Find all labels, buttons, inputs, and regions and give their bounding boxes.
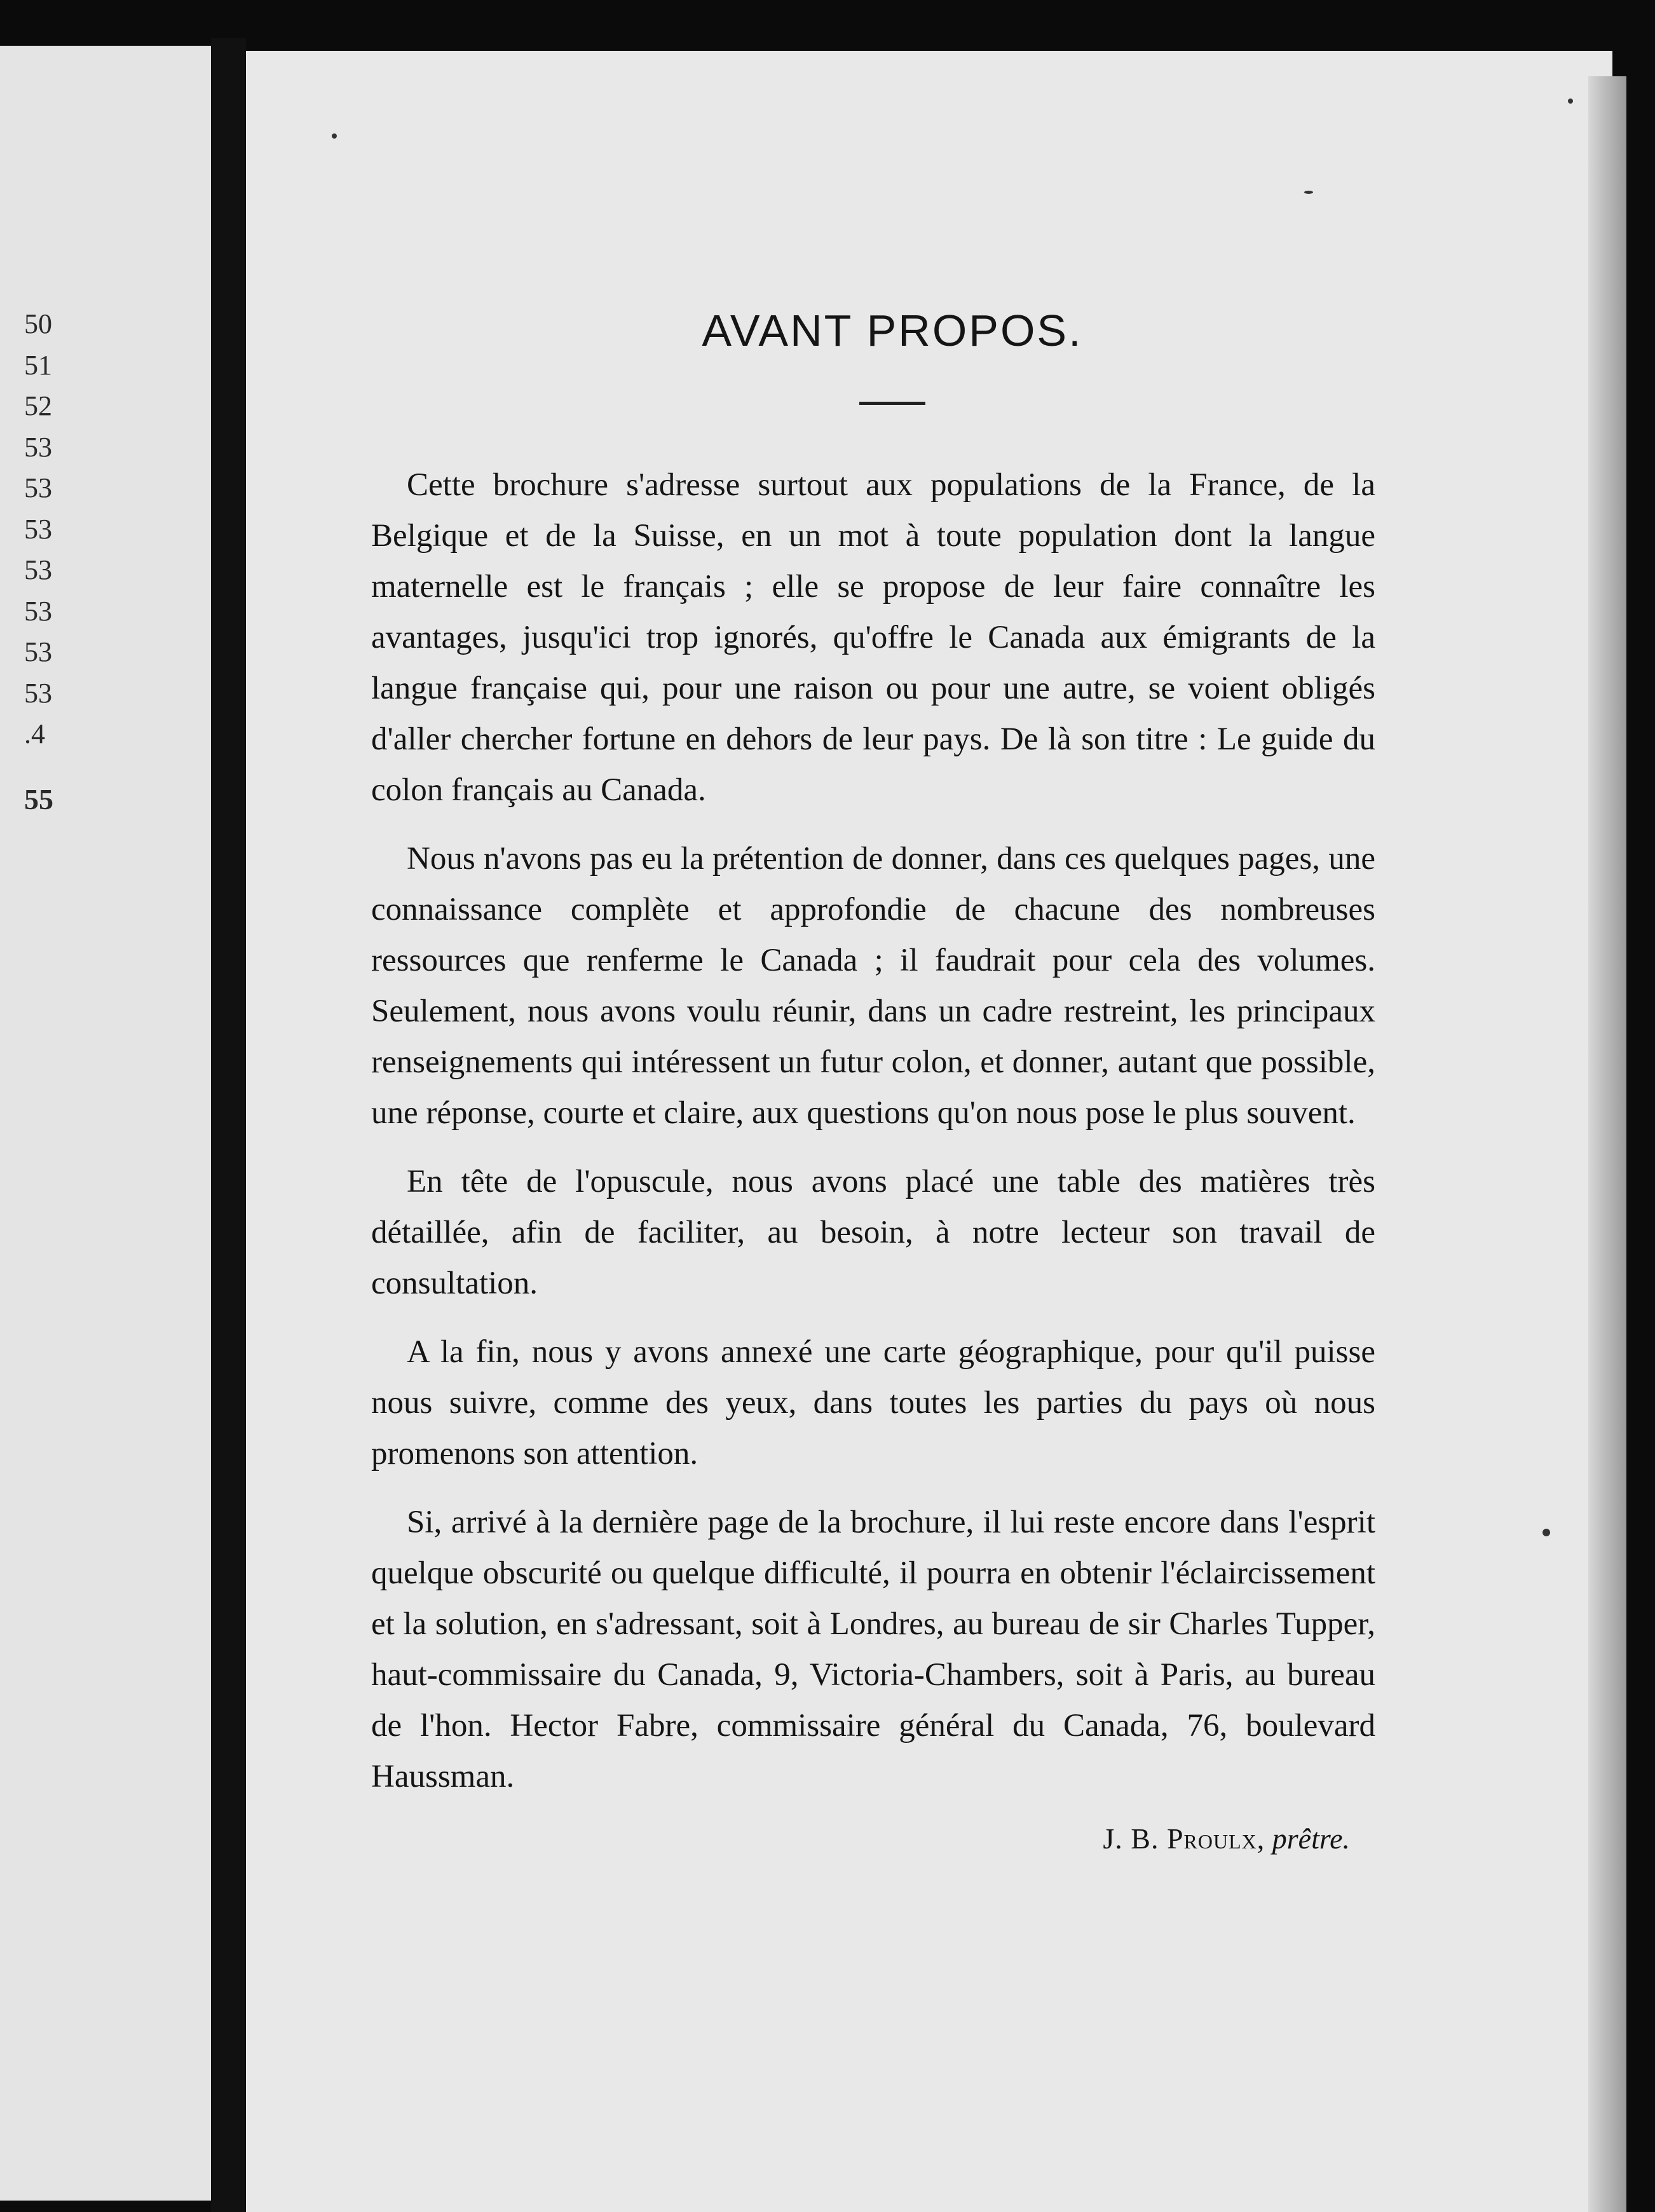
page-number: 53 (24, 513, 52, 545)
page-number: 53 (24, 677, 52, 709)
page-number: 53 (24, 472, 52, 503)
left-page-number-column (24, 304, 94, 820)
page-content (371, 305, 1375, 1864)
page-number: 50 (24, 308, 52, 339)
ink-speck (1543, 1529, 1550, 1536)
paragraph: Si, arrivé à la dernière page de la brochure, il lui reste encore dans l'esprit quelque obscurité ou quelque difficulté, il pourra en obtenir l'éclaircissement et la solution, en s'adressant, soit à Londres, au bureau de sir Charles Tupper, haut-commissaire du Canada, 9, Victoria-Chambers, soit à Paris, au bureau de l'hon. Hector Fabre, commissaire général du Canada, 76, boulevard Haussman. (371, 1505, 1375, 1794)
ink-speck (332, 133, 337, 139)
signature-title: prêtre. (1272, 1822, 1350, 1855)
ink-speck (1568, 99, 1573, 104)
page-number: 53 (24, 636, 52, 667)
page-number: 55 (24, 782, 53, 816)
left-page (0, 46, 211, 2201)
page-title: AVANT PROPOS. (702, 306, 1083, 355)
ink-speck (1304, 191, 1313, 194)
paragraph: En tête de l'opuscule, nous avons placé une table des matières très détaillée, afin de faciliter, au besoin, à notre lecteur son travail de consultation. (371, 1164, 1375, 1301)
book-gutter (211, 38, 246, 2212)
page-number: 53 (24, 595, 52, 627)
title-rule (859, 402, 925, 405)
paragraph: A la fin, nous y avons annexé une carte géographique, pour qu'il puisse nous suivre, comme des yeux, dans toutes les parties du pays où nous promenons son attention. (371, 1334, 1375, 1471)
signature-name: J. B. Proulx, (1103, 1822, 1265, 1855)
page-number: .4 (24, 718, 45, 749)
page-number: 53 (24, 554, 52, 585)
signature (371, 1813, 1375, 1864)
page-number: 52 (24, 390, 52, 421)
page-number: 53 (24, 431, 52, 463)
page-number: 51 (24, 349, 52, 381)
paragraph: Cette brochure s'adresse surtout aux populations de la France, de la Belgique et de la Suisse, en un mot à toute population dont la langue maternelle est le français ; elle se propose de leur faire connaître les avantages, jusqu'ici trop ignorés, qu'offre le Canada aux émigrants de la langue française qui, pour une raison ou pour une autre, se voient obligés d'aller chercher fortune en dehors de leur pays. De là son titre : Le guide du colon français au Canada. (371, 467, 1375, 808)
paragraph: Nous n'avons pas eu la prétention de donner, dans ces quelques pages, une connaissance complète et approfondie de chacune des nombreuses ressources que renferme le Canada ; il faudrait pour cela des volumes. Seulement, nous avons voulu réunir, dans un cadre restreint, les principaux renseignements qui intéressent un futur colon, et donner, autant que possible, une réponse, courte et claire, aux questions qu'on nous pose le plus souvent. (371, 841, 1375, 1131)
